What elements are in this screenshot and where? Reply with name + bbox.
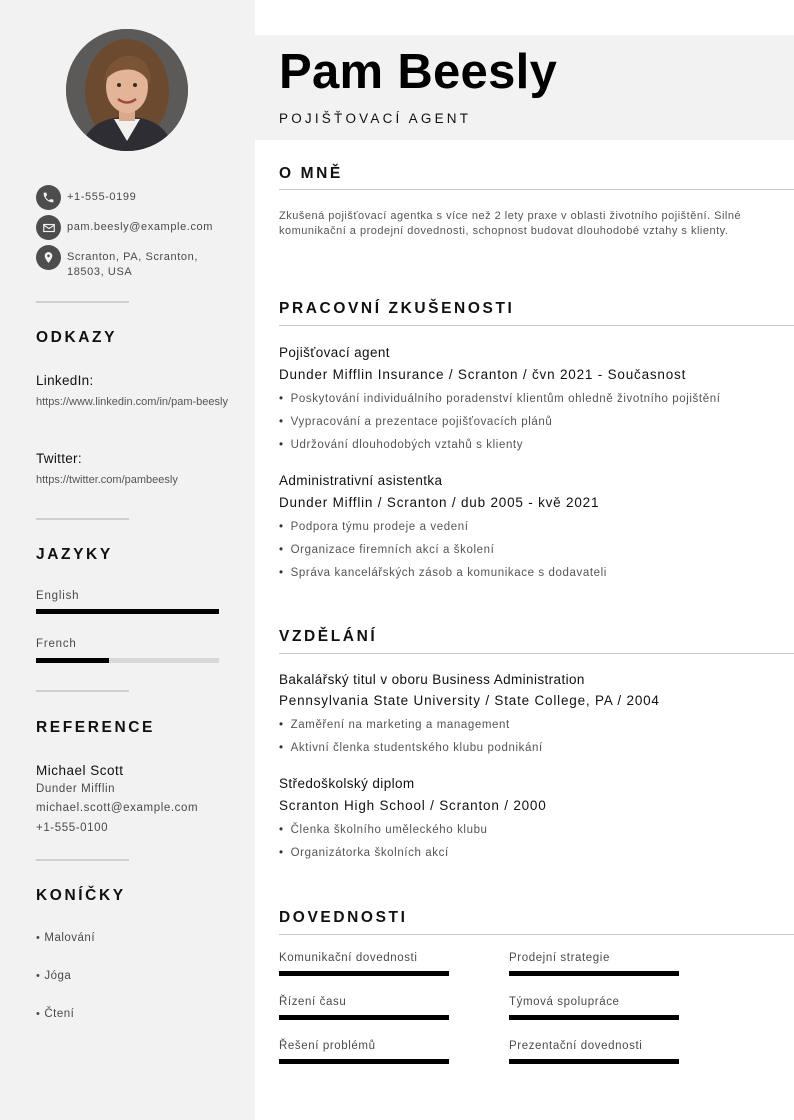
skill-bar — [279, 971, 449, 976]
skill-bar-fill — [279, 1059, 449, 1064]
language-label: English — [36, 590, 80, 602]
skills-heading: DOVEDNOSTI — [279, 909, 408, 926]
skill-bar-fill — [279, 971, 449, 976]
sidebar — [0, 0, 255, 1120]
profile-photo — [66, 29, 188, 151]
job-subtitle: Dunder Mifflin / Scranton / dub 2005 - kvě 2021 — [279, 495, 600, 510]
education-title: Středoškolský diplom — [279, 776, 415, 791]
skill-bar-fill — [509, 1059, 679, 1064]
job-bullet: • Udržování dlouhodobých vztahů s klienty — [279, 439, 524, 451]
job-title: POJIŠŤOVACÍ AGENT — [279, 111, 472, 126]
skill-bar — [509, 1059, 679, 1064]
twitter-link[interactable]: https://twitter.com/pambeesly — [36, 474, 178, 486]
phone-icon — [36, 185, 61, 210]
skill-bar-fill — [279, 1015, 449, 1020]
language-bar — [36, 658, 219, 663]
links-heading: ODKAZY — [36, 329, 118, 346]
hobby-item: • Malování — [36, 932, 96, 944]
job-bullet: • Vypracování a prezentace pojišťovacích plánů — [279, 416, 553, 428]
contact-email — [36, 215, 213, 240]
experience-heading: PRACOVNÍ ZKUŠENOSTI — [279, 300, 515, 317]
main-content — [255, 0, 794, 1120]
job-title-entry: Pojišťovací agent — [279, 345, 390, 360]
address-text — [67, 245, 198, 280]
skill-bar — [279, 1015, 449, 1020]
email-text[interactable]: pam.beesly@example.com — [67, 221, 214, 233]
skill-label: Prodejní strategie — [509, 952, 610, 964]
language-bar-fill — [36, 658, 109, 663]
skill-bar-fill — [509, 971, 679, 976]
section-rule — [279, 325, 794, 326]
divider — [36, 690, 129, 692]
hobby-label: Jóga — [44, 970, 72, 982]
job-subtitle: Dunder Mifflin Insurance / Scranton / čvn 2021 - Současnost — [279, 367, 687, 382]
education-heading: VZDĚLÁNÍ — [279, 628, 378, 645]
contact-address — [36, 245, 198, 280]
reference-heading: REFERENCE — [36, 719, 155, 736]
twitter-label: Twitter: — [36, 451, 82, 466]
hobbies-heading: KONÍČKY — [36, 887, 126, 904]
reference-email[interactable]: michael.scott@example.com — [36, 802, 199, 814]
education-bullet: • Zaměření na marketing a management — [279, 719, 510, 731]
education-subtitle: Scranton High School / Scranton / 2000 — [279, 798, 547, 813]
section-rule — [279, 653, 794, 654]
hobby-label: Malování — [44, 932, 96, 944]
skill-bar-fill — [509, 1015, 679, 1020]
education-bullet: • Členka školního uměleckého klubu — [279, 824, 488, 836]
location-pin-icon — [36, 245, 61, 270]
about-heading: O MNĚ — [279, 165, 343, 182]
education-bullet: • Aktivní členka studentského klubu podnikání — [279, 742, 543, 754]
skill-label: Týmová spolupráce — [509, 996, 620, 1008]
education-subtitle: Pennsylvania State University / State College, PA / 2004 — [279, 693, 660, 708]
section-rule — [279, 934, 794, 935]
skill-label: Řízení času — [279, 996, 347, 1008]
skill-label: Komunikační dovednosti — [279, 952, 418, 964]
language-label: French — [36, 638, 77, 650]
linkedin-link[interactable]: https://www.linkedin.com/in/pam-beesly — [36, 396, 228, 408]
job-bullet: • Správa kancelářských zásob a komunikace s dodavateli — [279, 567, 607, 579]
divider — [36, 301, 129, 303]
divider — [36, 859, 129, 861]
skill-bar — [509, 1015, 679, 1020]
job-bullet: • Poskytování individuálního poradenství klientům ohledně životního pojištění — [279, 393, 721, 405]
skill-label: Řešení problémů — [279, 1040, 376, 1052]
phone-text: +1-555-0199 — [67, 191, 137, 203]
about-text: Zkušená pojišťovací agentka s více než 2 lety praxe v oblasti životního pojištění. Silné komunikační a prodejní dovednosti, schopnost budovat dlouhodobé vztahy s klienty. — [279, 210, 742, 237]
reference-name: Michael Scott — [36, 763, 124, 778]
skill-label: Prezentační dovednosti — [509, 1040, 643, 1052]
divider — [36, 518, 129, 520]
hobby-item: • Čtení — [36, 1008, 75, 1020]
contact-phone — [36, 185, 136, 210]
hobby-item: • Jóga — [36, 970, 72, 982]
language-bar — [36, 609, 219, 614]
skill-bar — [509, 971, 679, 976]
address-line-2: 18503, USA — [67, 266, 133, 278]
education-title: Bakalářský titul v oboru Business Administration — [279, 672, 585, 687]
job-bullet: • Organizace firemních akcí a školení — [279, 544, 495, 556]
reference-company: Dunder Mifflin — [36, 783, 116, 795]
envelope-icon — [36, 215, 61, 240]
job-bullet: • Podpora týmu prodeje a vedení — [279, 521, 469, 533]
linkedin-label: LinkedIn: — [36, 373, 94, 388]
section-rule — [279, 189, 794, 190]
skill-bar — [279, 1059, 449, 1064]
reference-phone: +1-555-0100 — [36, 822, 109, 834]
languages-heading: JAZYKY — [36, 546, 113, 563]
language-bar-fill — [36, 609, 219, 614]
hobby-label: Čtení — [44, 1008, 75, 1020]
address-line-1: Scranton, PA, Scranton, — [67, 251, 198, 263]
job-title-entry: Administrativní asistentka — [279, 473, 443, 488]
education-bullet: • Organizátorka školních akcí — [279, 847, 449, 859]
candidate-name: Pam Beesly — [279, 45, 558, 99]
